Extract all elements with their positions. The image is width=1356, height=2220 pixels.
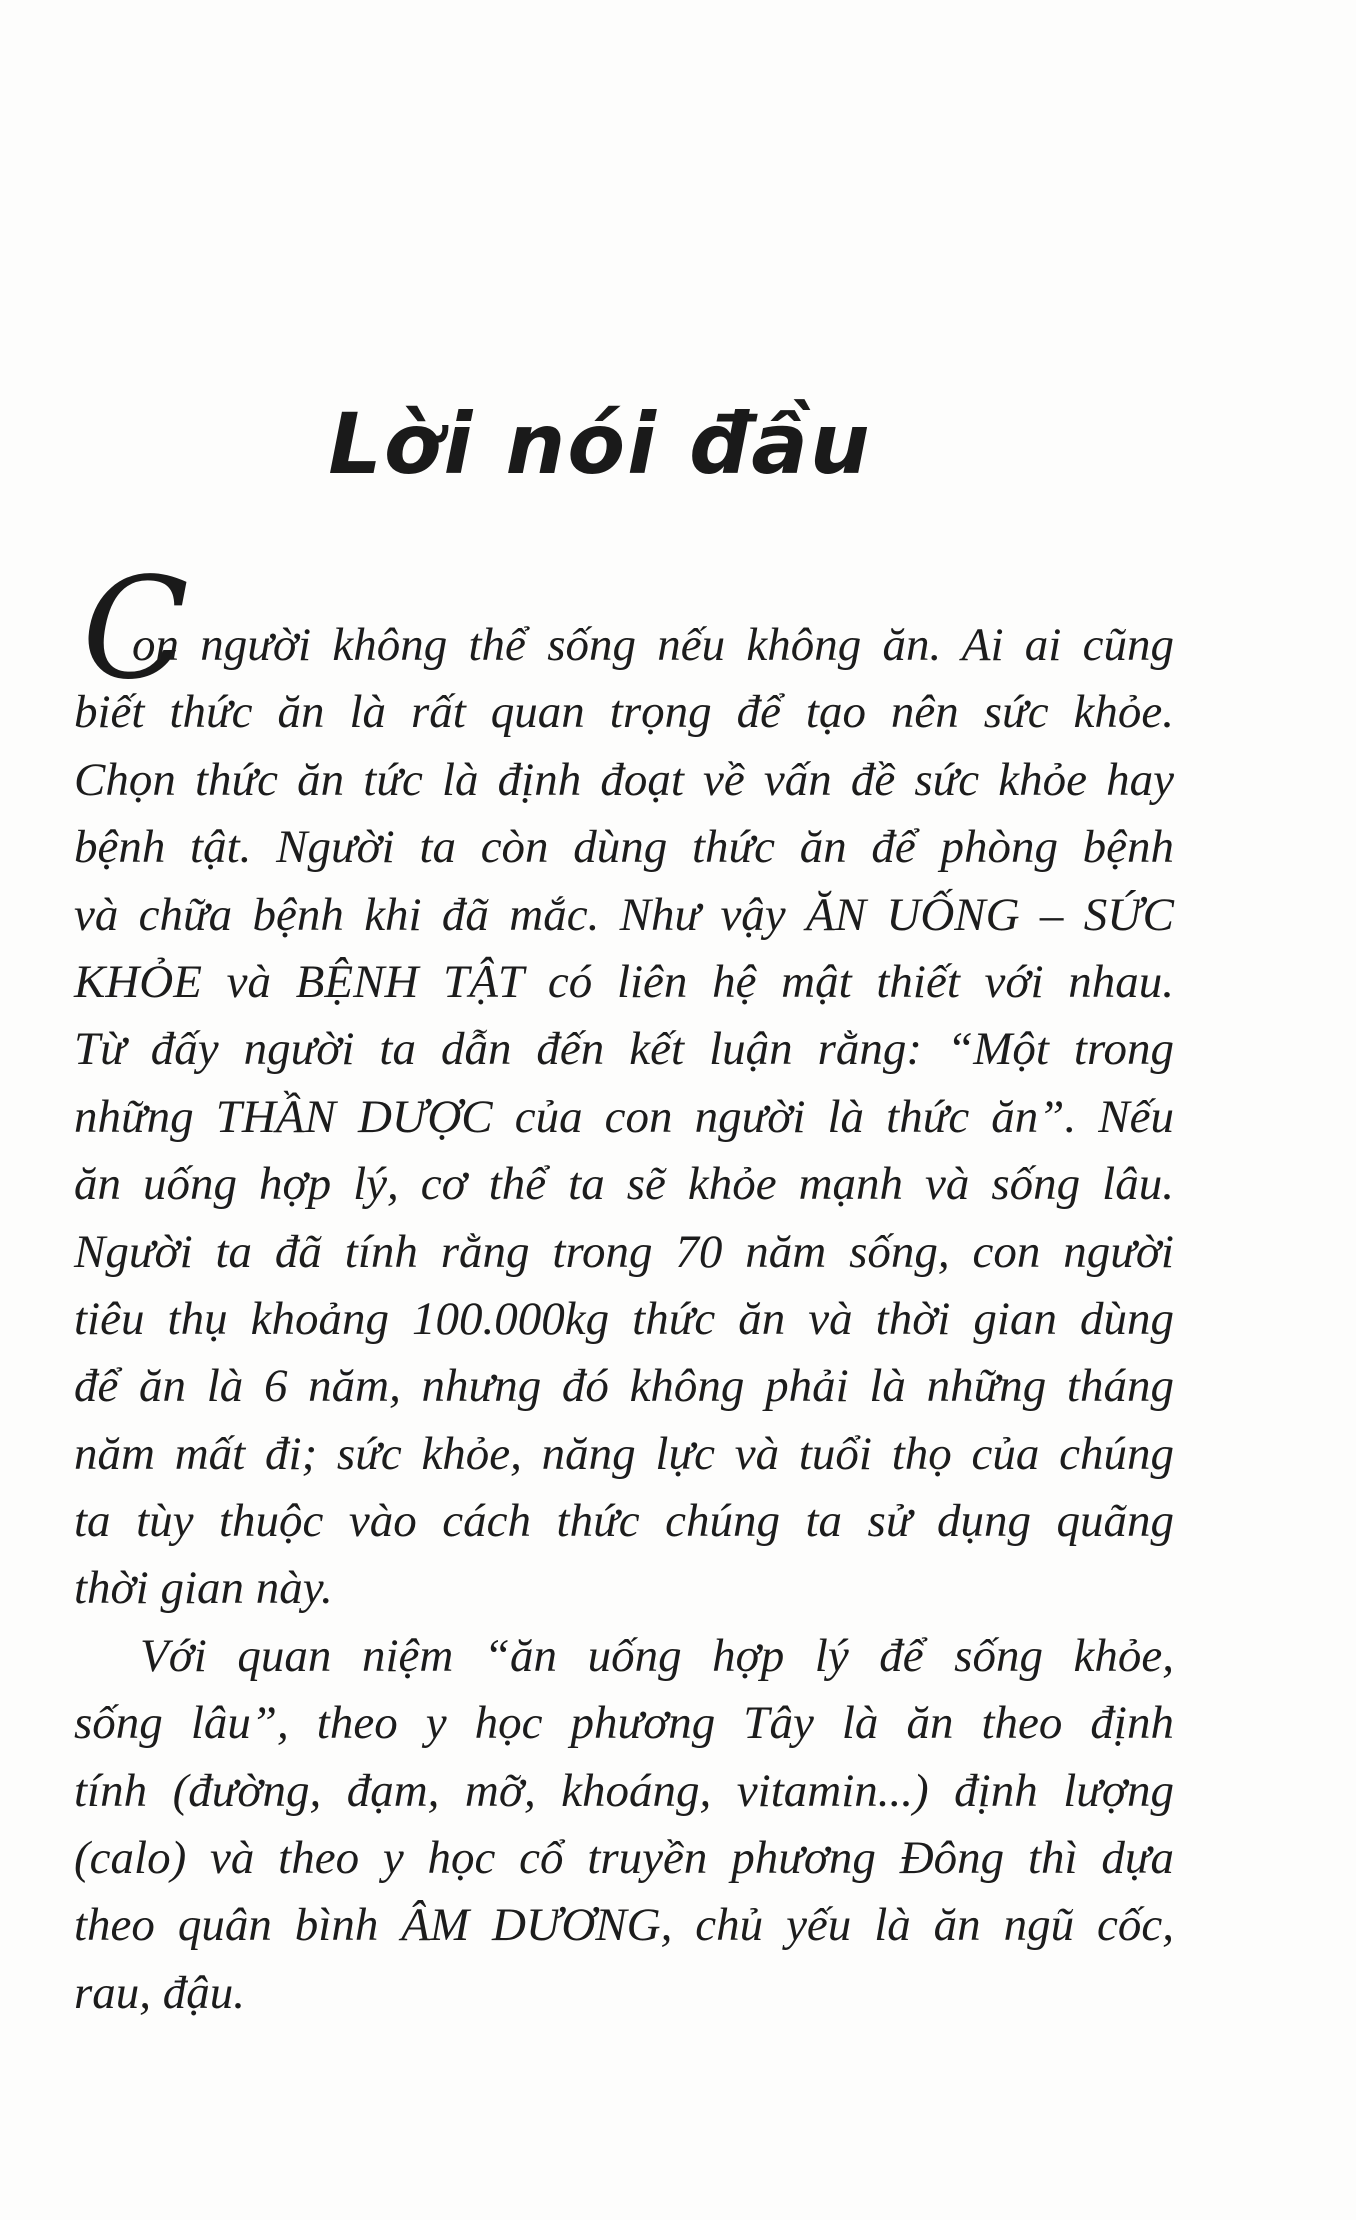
text-line: tính (đường, đạm, mỡ, khoáng, vitamin...) định lượng [74,1764,1174,1817]
text-line: bệnh tật. Người ta còn dùng thức ăn để phòng bệnh [74,821,1174,874]
text-line: Từ đấy người ta dẫn đến kết luận rằng: “Một trong [74,1023,1174,1076]
text-line: (calo) và theo y học cổ truyền phương Đông thì dựa [74,1832,1174,1885]
text-line: Người ta đã tính rằng trong 70 năm sống, con người [74,1225,1174,1278]
text-line: và chữa bệnh khi đã mắc. Như vậy ĂN UỐNG – SỨC [74,888,1174,941]
drop-cap-letter: C [82,548,190,711]
text-line: Chọn thức ăn tức là định đoạt về vấn đề sức khỏe hay [74,753,1174,806]
text-line: để ăn là 6 năm, nhưng đó không phải là những tháng [74,1360,1174,1413]
text-line: Với quan niệm “ăn uống hợp lý để sống khỏe, [140,1629,1174,1682]
body-text [74,612,1174,2027]
page-title: Lời nói đầu [328,395,872,493]
text-line: sống lâu”, theo y học phương Tây là ăn theo định [74,1697,1174,1750]
text-line: rau, đậu. [74,1966,246,2019]
text-line: KHỎE và BỆNH TẬT có liên hệ mật thiết với nhau. [74,955,1174,1008]
text-line: năm mất đi; sức khỏe, năng lực và tuổi thọ của chúng [74,1427,1174,1480]
text-line: ăn uống hợp lý, cơ thể ta sẽ khỏe mạnh và sống lâu. [74,1158,1174,1211]
paragraph-1 [74,612,1174,1623]
text-line: ta tùy thuộc vào cách thức chúng ta sử dụng quãng [74,1495,1174,1548]
text-line: những THẦN DƯỢC của con người là thức ăn”. Nếu [74,1090,1174,1143]
text-line: biết thức ăn là rất quan trọng để tạo nên sức khỏe. [74,686,1174,739]
text-line: on người không thể sống nếu không ăn. Ai ai cũng [132,619,1174,671]
text-line: tiêu thụ khoảng 100.000kg thức ăn và thời gian dùng [74,1292,1174,1345]
text-line: thời gian này. [74,1562,333,1615]
paragraph-2 [74,1623,1174,2027]
text-line: theo quân bình ÂM DƯƠNG, chủ yếu là ăn ngũ cốc, [74,1899,1174,1952]
